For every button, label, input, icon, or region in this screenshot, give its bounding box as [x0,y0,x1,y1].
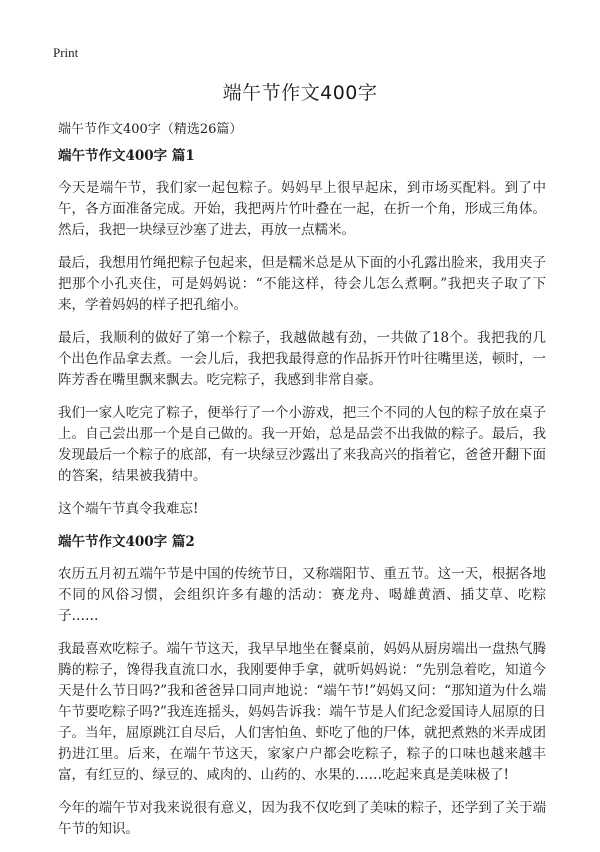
paragraph: 这个端午节真令我难忘! [58,501,199,517]
section-heading: 端午节作文400字 篇1 [58,148,195,164]
print-link[interactable]: Print [53,45,79,60]
essay-section-1 [58,146,546,520]
document-body [58,146,546,852]
paragraph: 今天是端午节，我们家一起包粽子。妈妈早上很早起床，到市场买配料。到了中午，各方面准备完成。开始，我把两片竹叶叠在一起，在折一个角，形成三角体。然后，我把一块绿豆沙塞了进去，再放一点糯米。 [58,180,546,238]
document-subtitle: 端午节作文400字（精选26篇） [58,122,243,137]
paragraph: 最后，我想用竹绳把粽子包起来，但是糯米总是从下面的小孔露出脸来，我用夹子把那个小孔夹住，可是妈妈说：“不能这样，待会儿怎么煮啊。”我把夹子取了下来，学着妈妈的样子把孔缩小。 [58,255,546,313]
paragraph: 最后，我顺利的做好了第一个粽子，我越做越有劲，一共做了18个。我把我的几个出色作品拿去煮。一会儿后，我把我最得意的作品拆开竹叶往嘴里送，顿时，一阵芳香在嘴里飘来飘去。吃完粽子，我感到非常自豪。 [58,330,546,388]
essay-section-2 [58,532,546,840]
paragraph: 我们一家人吃完了粽子，便举行了一个小游戏，把三个不同的人包的粽子放在桌子上。自己尝出那一个是自己做的。我一开始，总是品尝不出我做的粽子。最后，我发现最后一个粽子的底部，有一块绿豆沙露出了来我高兴的指着它，爸爸开翻下面的答案，结果被我猜中。 [58,405,546,484]
page-title: 端午节作文400字 [222,82,378,104]
paragraph: 农历五月初五端午节是中国的传统节日，又称端阳节、重五节。这一天，根据各地不同的风俗习惯，会组织许多有趣的活动：赛龙舟、喝雄黄酒、插艾草、吃粽子…… [58,566,546,624]
section-heading: 端午节作文400字 篇2 [58,534,195,550]
paragraph: 今年的端午节对我来说很有意义，因为我不仅吃到了美味的粽子，还学到了关于端午节的知识。 [58,800,546,837]
paragraph: 我最喜欢吃粽子。端午节这天，我早早地坐在餐桌前，妈妈从厨房端出一盘热气腾腾的粽子，馋得我直流口水，我刚要伸手拿，就听妈妈说：“先别急着吃，知道今天是什么节日吗?”我和爸爸异口同声地说：“端午节!”妈妈又问：“那知道为什么端午节要吃粽子吗?”我连连摇头，妈妈告诉我：端午节是人们纪念爱国诗人屈原的日子。当年，屈原跳江自尽后，人们害怕鱼、虾吃了他的尸体，就把煮熟的米弄成团扔进江里。后来，在端午节这天，家家户户都会吃粽子，粽子的口味也越来越丰富，有红豆的、绿豆的、咸肉的、山药的、水果的……吃起来真是美味极了! [58,641,546,783]
